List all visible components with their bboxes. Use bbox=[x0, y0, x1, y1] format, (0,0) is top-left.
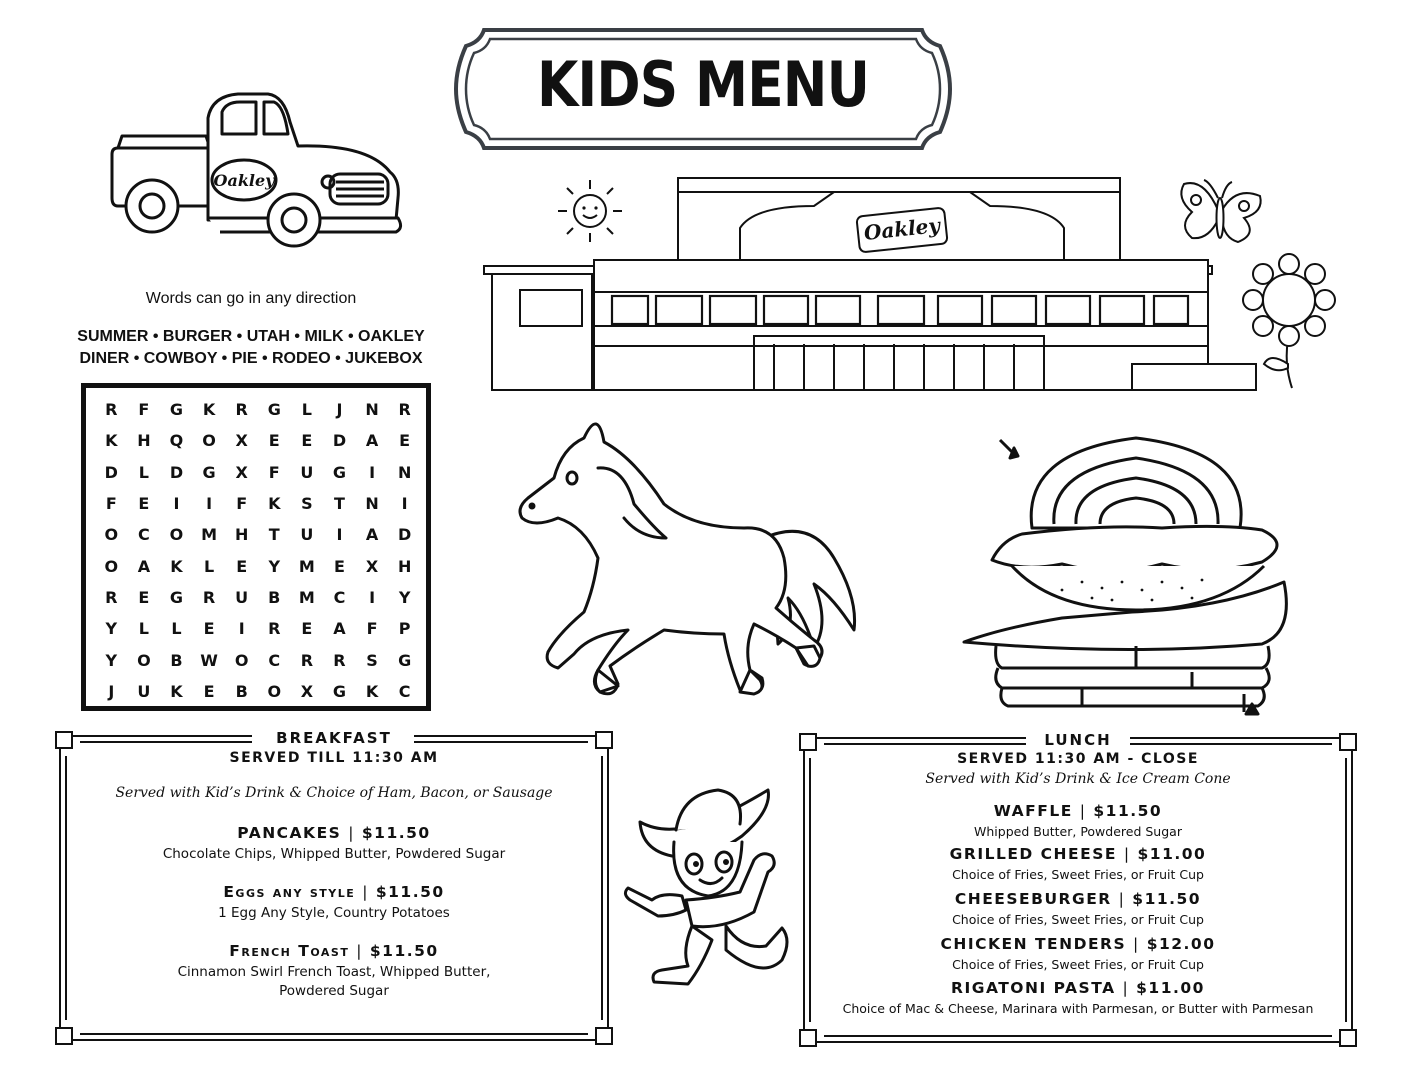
lunch-item bbox=[796, 845, 1360, 884]
word-search-letter[interactable]: G bbox=[169, 400, 184, 420]
word-search-letter[interactable]: I bbox=[238, 619, 245, 639]
separator: | bbox=[348, 824, 355, 842]
word-search-letter[interactable]: J bbox=[336, 400, 343, 420]
word-search-letter[interactable]: L bbox=[138, 619, 149, 639]
word-search-row bbox=[95, 582, 421, 613]
word-search-word-list-line2: DINER • COWBOY • PIE • RODEO • JUKEBOX bbox=[79, 350, 423, 367]
word-search-letter[interactable]: O bbox=[104, 556, 119, 576]
lunch-item bbox=[796, 890, 1360, 929]
word-search-letter[interactable]: E bbox=[138, 494, 150, 514]
lunch-item bbox=[796, 979, 1360, 1018]
word-search-letter[interactable]: U bbox=[235, 587, 249, 607]
truck-logo-text: Oakley bbox=[213, 171, 275, 190]
word-search-row bbox=[95, 457, 421, 488]
item-description: Choice of Fries, Sweet Fries, or Fruit Cup bbox=[952, 912, 1204, 927]
item-description: Whipped Butter, Powdered Sugar bbox=[974, 824, 1182, 839]
word-search-letter[interactable]: T bbox=[268, 525, 280, 545]
word-search-letter[interactable]: R bbox=[105, 400, 118, 420]
item-name: CHICKEN TENDERS bbox=[940, 935, 1127, 953]
word-search-letter[interactable]: K bbox=[365, 681, 379, 701]
word-search-letter[interactable]: R bbox=[105, 587, 118, 607]
word-search-letter[interactable]: E bbox=[333, 556, 345, 576]
word-search-letter[interactable]: F bbox=[268, 462, 280, 482]
item-name: WAFFLE bbox=[993, 802, 1073, 820]
item-price: $12.00 bbox=[1146, 935, 1216, 953]
breakfast-item bbox=[52, 883, 616, 923]
word-search-letter[interactable]: B bbox=[235, 681, 248, 701]
word-search-letter[interactable]: B bbox=[170, 650, 183, 670]
word-search-letter[interactable]: E bbox=[138, 587, 150, 607]
word-search-letter[interactable]: B bbox=[268, 587, 281, 607]
sun-icon bbox=[556, 178, 624, 244]
word-search-letter[interactable]: K bbox=[202, 400, 216, 420]
word-search-letter[interactable]: I bbox=[401, 494, 408, 514]
word-search-letter[interactable]: G bbox=[332, 681, 347, 701]
word-search-letter[interactable]: E bbox=[268, 431, 280, 451]
word-search-letter[interactable]: O bbox=[169, 525, 184, 545]
word-search-letter[interactable]: R bbox=[300, 650, 314, 670]
lunch-item bbox=[796, 935, 1360, 974]
word-search-letter[interactable]: F bbox=[138, 400, 150, 420]
word-search-letter[interactable]: K bbox=[105, 431, 118, 451]
word-search-letter[interactable]: A bbox=[333, 619, 346, 639]
item-price: $11.00 bbox=[1137, 845, 1207, 863]
item-description: Choice of Fries, Sweet Fries, or Fruit Cup bbox=[952, 867, 1204, 882]
item-name: French Toast bbox=[229, 942, 350, 960]
pickup-truck-illustration bbox=[108, 88, 406, 254]
word-search-letter[interactable]: R bbox=[268, 619, 281, 639]
word-search-row bbox=[95, 613, 421, 644]
item-price: $11.50 bbox=[1132, 890, 1202, 908]
word-search-letter[interactable]: M bbox=[298, 556, 315, 576]
word-search-letter[interactable]: G bbox=[332, 462, 347, 482]
item-description-line2: Powdered Sugar bbox=[279, 983, 389, 999]
item-name: PANCAKES bbox=[237, 824, 342, 842]
breakfast-served-time: SERVED TILL 11:30 AM bbox=[229, 750, 439, 766]
word-search-letter[interactable]: Y bbox=[398, 587, 411, 607]
word-search-table bbox=[95, 394, 421, 707]
word-search-letter[interactable]: I bbox=[369, 587, 376, 607]
word-search-letter[interactable]: G bbox=[169, 587, 184, 607]
lunch-item bbox=[796, 802, 1360, 841]
word-search-letter[interactable]: E bbox=[203, 619, 215, 639]
page-title: KIDS MENU bbox=[536, 48, 870, 121]
word-search-letter[interactable]: O bbox=[234, 650, 249, 670]
word-search-letter[interactable]: L bbox=[203, 556, 215, 576]
word-search-letter[interactable]: C bbox=[333, 587, 346, 607]
word-search-letter[interactable]: O bbox=[104, 525, 119, 545]
word-search-letter[interactable]: F bbox=[366, 619, 378, 639]
word-search-letter[interactable]: Q bbox=[169, 431, 184, 451]
word-search-letter[interactable]: Y bbox=[268, 556, 281, 576]
word-search-row bbox=[95, 676, 421, 707]
word-search-letter[interactable]: G bbox=[267, 400, 281, 420]
word-search-letter[interactable]: G bbox=[398, 650, 412, 670]
word-search-letter[interactable]: C bbox=[398, 681, 411, 701]
word-search-letter[interactable]: J bbox=[108, 681, 115, 701]
word-search-letter[interactable]: O bbox=[137, 650, 151, 670]
horse-illustration bbox=[514, 408, 864, 718]
word-search-grid bbox=[81, 383, 431, 711]
word-search-letter[interactable]: I bbox=[206, 494, 213, 514]
word-search-letter[interactable]: A bbox=[365, 431, 379, 451]
word-search-letter[interactable]: E bbox=[399, 431, 411, 451]
word-search-letter[interactable]: E bbox=[301, 431, 313, 451]
word-search-letter[interactable]: X bbox=[365, 556, 379, 576]
word-search-letter[interactable]: I bbox=[336, 525, 343, 545]
breakfast-item bbox=[52, 942, 616, 1001]
word-search-letter[interactable]: I bbox=[173, 494, 180, 514]
cowboy-kid-illustration bbox=[622, 780, 792, 1020]
separator: | bbox=[1118, 890, 1126, 908]
breakfast-item bbox=[52, 824, 616, 864]
word-search-letter[interactable]: O bbox=[202, 431, 216, 451]
word-search-letter[interactable]: N bbox=[397, 462, 412, 482]
word-search-row bbox=[95, 550, 421, 581]
item-description: Choice of Mac & Cheese, Marinara with Parmesan, or Butter with Parmesan bbox=[842, 1001, 1314, 1016]
word-search-letter[interactable]: S bbox=[366, 650, 378, 670]
word-search-letter[interactable]: R bbox=[202, 587, 216, 607]
separator: | bbox=[362, 883, 369, 901]
word-search-letter[interactable]: E bbox=[236, 556, 248, 576]
item-price: $11.50 bbox=[369, 942, 439, 960]
word-search-letter[interactable]: H bbox=[397, 556, 412, 576]
word-search-row bbox=[95, 394, 421, 425]
word-search-letter[interactable]: D bbox=[104, 462, 118, 482]
word-search-letter[interactable]: P bbox=[398, 619, 411, 639]
word-search-letter[interactable]: M bbox=[201, 525, 218, 545]
word-search-letter[interactable]: H bbox=[137, 431, 151, 451]
item-description: Cinnamon Swirl French Toast, Whipped Butter, bbox=[177, 964, 491, 980]
word-search-letter[interactable]: I bbox=[369, 462, 376, 482]
word-search-letter[interactable]: K bbox=[170, 681, 183, 701]
word-search-letter[interactable]: R bbox=[398, 400, 411, 420]
separator: | bbox=[1079, 802, 1087, 820]
separator: | bbox=[1133, 935, 1140, 953]
word-search-letter[interactable]: C bbox=[268, 650, 281, 670]
item-price: $11.50 bbox=[361, 824, 431, 842]
lunch-heading: LUNCH bbox=[1038, 731, 1117, 749]
word-search-letter[interactable]: C bbox=[138, 525, 150, 545]
item-name: GRILLED CHEESE bbox=[949, 845, 1117, 863]
breakfast-note: Served with Kid’s Drink & Choice of Ham, Bacon, or Sausage bbox=[115, 785, 553, 801]
word-search-letter[interactable]: U bbox=[300, 525, 314, 545]
item-name: Eggs any style bbox=[223, 883, 356, 901]
word-search-letter[interactable]: U bbox=[300, 462, 314, 482]
word-search-row bbox=[95, 644, 421, 675]
breakfast-heading: BREAKFAST bbox=[270, 729, 398, 747]
word-search-letter[interactable]: L bbox=[138, 462, 149, 482]
word-search-letter[interactable]: R bbox=[333, 650, 346, 670]
item-price: $11.50 bbox=[1093, 802, 1163, 820]
word-search-letter[interactable]: K bbox=[170, 556, 183, 576]
word-search-letter[interactable]: M bbox=[298, 587, 315, 607]
item-name: RIGATONI PASTA bbox=[951, 979, 1116, 997]
word-search-instructions: Words can go in any direction bbox=[145, 290, 357, 307]
word-search-letter[interactable]: D bbox=[398, 525, 412, 545]
word-search-letter[interactable]: K bbox=[268, 494, 281, 514]
diner-sign-text: Oakley bbox=[862, 213, 942, 245]
word-search-letter[interactable]: A bbox=[137, 556, 151, 576]
word-search-letter[interactable]: W bbox=[200, 650, 218, 670]
word-search-letter[interactable]: N bbox=[365, 400, 379, 420]
word-search-letter[interactable]: T bbox=[333, 494, 345, 514]
word-search-letter[interactable]: N bbox=[365, 494, 379, 514]
separator: | bbox=[1123, 845, 1131, 863]
item-description: Choice of Fries, Sweet Fries, or Fruit Cup bbox=[952, 957, 1204, 972]
word-search-letter[interactable]: Y bbox=[105, 650, 118, 670]
word-search-letter[interactable]: X bbox=[235, 462, 248, 482]
word-search-letter[interactable]: U bbox=[137, 681, 151, 701]
word-search-letter[interactable]: S bbox=[301, 494, 313, 514]
word-search-row bbox=[95, 519, 421, 550]
word-search-letter[interactable]: G bbox=[202, 462, 216, 482]
word-search-letter[interactable]: L bbox=[171, 619, 182, 639]
word-search-letter[interactable]: O bbox=[267, 681, 282, 701]
word-search-letter[interactable]: D bbox=[332, 431, 347, 451]
sunflower-icon bbox=[1236, 254, 1342, 390]
word-search-letter[interactable]: D bbox=[169, 462, 184, 482]
butterfly-icon bbox=[1174, 176, 1266, 252]
word-search-letter[interactable]: X bbox=[300, 681, 314, 701]
item-description: Chocolate Chips, Whipped Butter, Powdered Sugar bbox=[162, 846, 506, 862]
item-price: $11.00 bbox=[1136, 979, 1205, 997]
item-description: 1 Egg Any Style, Country Potatoes bbox=[218, 905, 450, 921]
word-search-letter[interactable]: E bbox=[203, 681, 215, 701]
item-name: CHEESEBURGER bbox=[954, 890, 1112, 908]
word-search-letter[interactable]: A bbox=[365, 525, 379, 545]
word-search-letter[interactable]: R bbox=[235, 400, 248, 420]
word-search-letter[interactable]: H bbox=[234, 525, 249, 545]
word-search-letter[interactable]: F bbox=[236, 494, 248, 514]
word-search-letter[interactable]: F bbox=[105, 494, 117, 514]
item-price: $11.50 bbox=[375, 883, 445, 901]
lunch-note: Served with Kid’s Drink & Ice Cream Cone bbox=[925, 771, 1231, 787]
word-search-letter[interactable]: Y bbox=[105, 619, 118, 639]
separator: | bbox=[1122, 979, 1130, 997]
word-search-letter[interactable]: E bbox=[301, 619, 313, 639]
word-search-word-list-line1: SUMMER • BURGER • UTAH • MILK • OAKLEY bbox=[77, 328, 425, 345]
word-search-letter[interactable]: X bbox=[235, 431, 248, 451]
burger-maze-illustration bbox=[962, 432, 1310, 718]
word-search-row bbox=[95, 488, 421, 519]
lunch-served-time: SERVED 11:30 AM - CLOSE bbox=[957, 751, 1199, 767]
word-search-row bbox=[95, 425, 421, 456]
separator: | bbox=[356, 942, 363, 960]
word-search-letter[interactable]: L bbox=[301, 400, 312, 420]
